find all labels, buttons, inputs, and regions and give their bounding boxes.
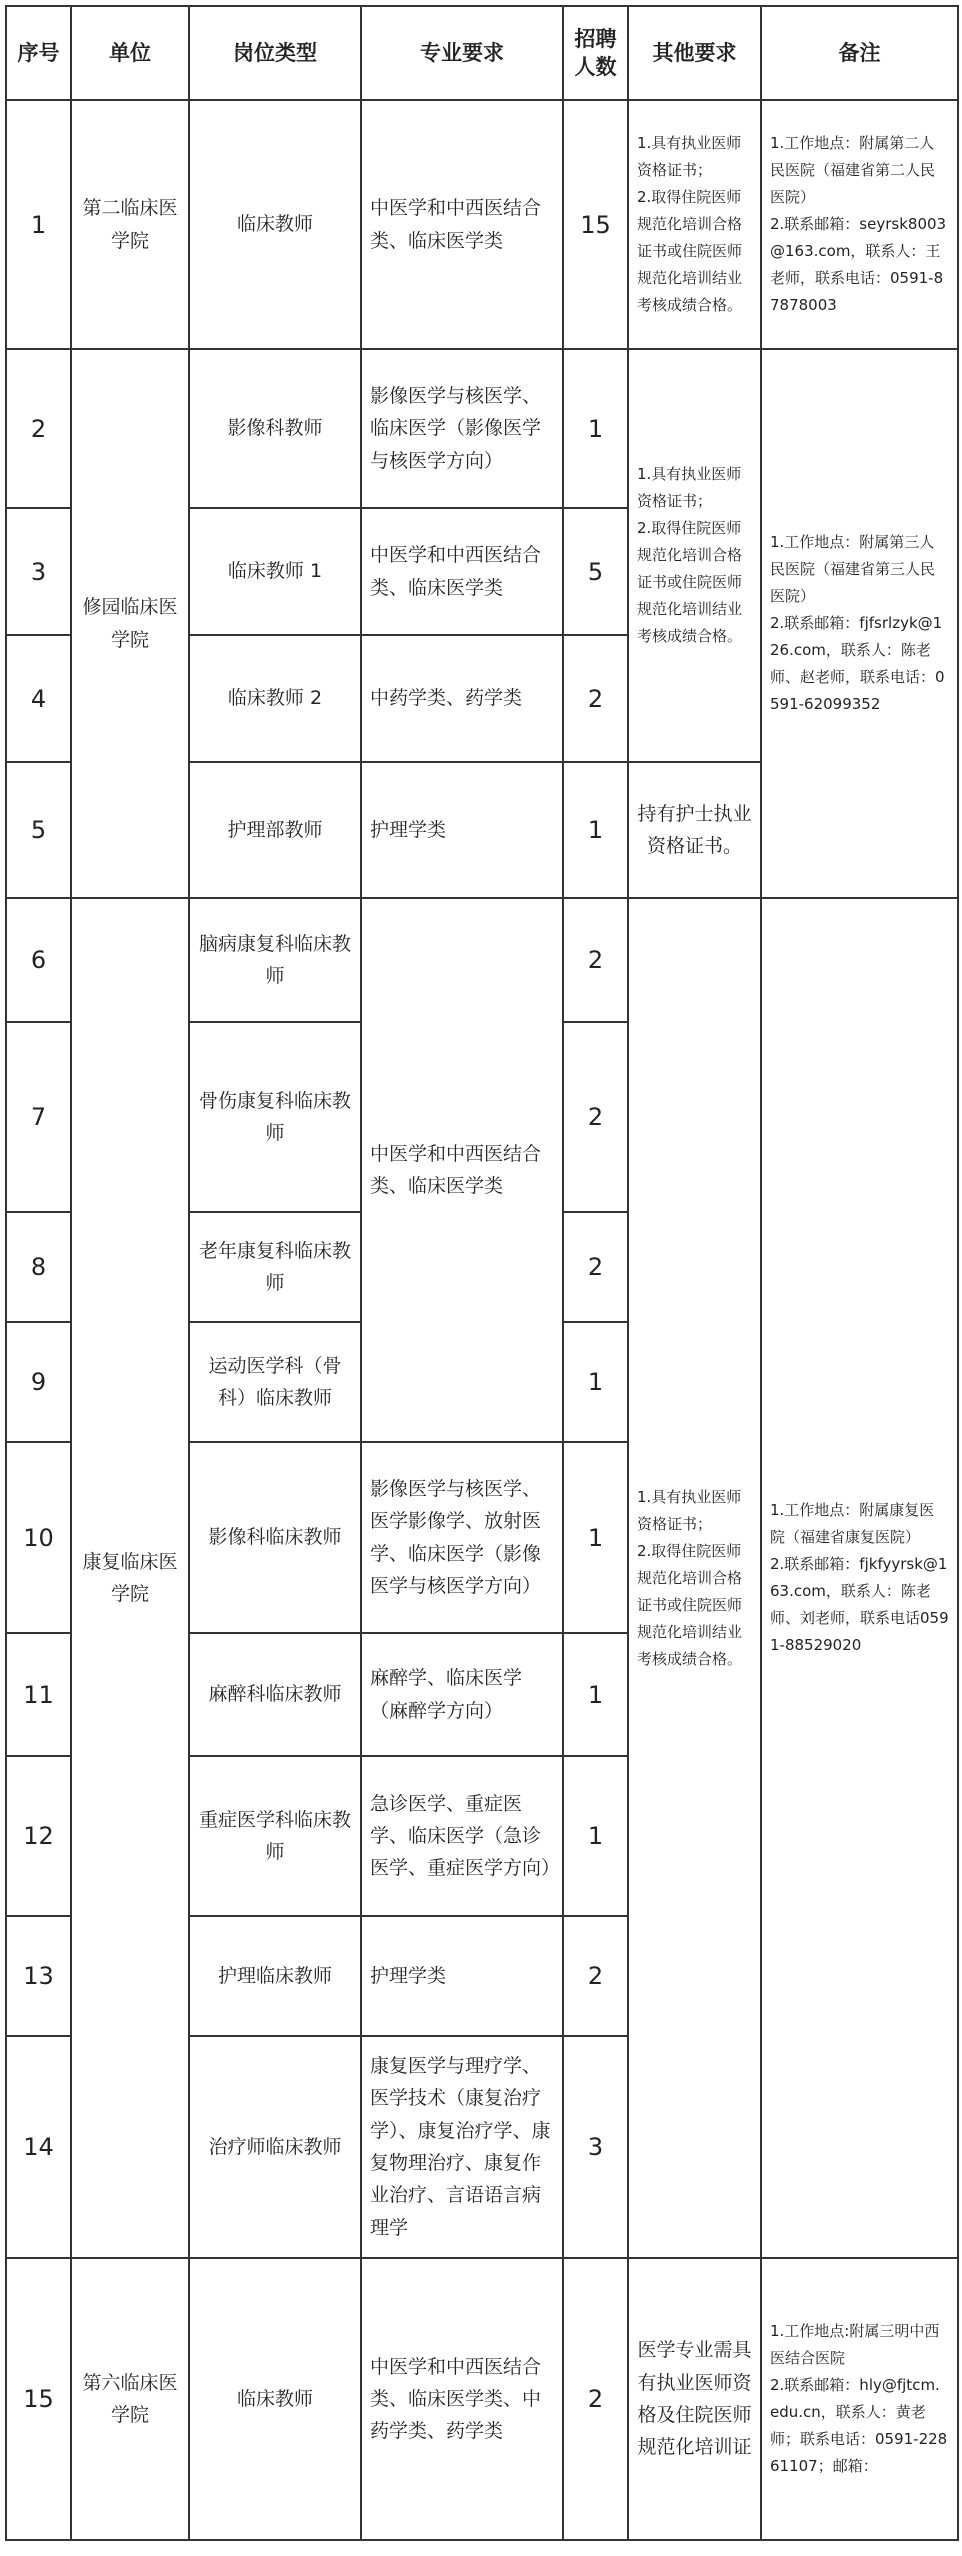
major-cell: 护理学类 xyxy=(361,1916,563,2036)
post-type-cell: 老年康复科临床教师 xyxy=(189,1212,361,1322)
row-no: 6 xyxy=(6,898,71,1022)
other-requirements-cell xyxy=(628,898,761,2258)
major-cell: 影像医学与核医学、医学影像学、放射医学、临床医学（影像医学与核医学方向） xyxy=(361,1442,563,1633)
major-cell: 护理学类 xyxy=(361,762,563,898)
row-no: 2 xyxy=(6,349,71,508)
headcount-cell: 2 xyxy=(563,1022,628,1212)
major-cell: 中医学和中西医结合类、临床医学类 xyxy=(361,508,563,635)
headcount-cell: 1 xyxy=(563,349,628,508)
row-no: 9 xyxy=(6,1322,71,1442)
headcount-cell: 2 xyxy=(563,2258,628,2540)
note-cell xyxy=(761,898,958,2258)
unit-cell: 修园临床医学院 xyxy=(71,349,189,898)
recruitment-table xyxy=(5,5,959,2541)
table-row xyxy=(6,100,958,349)
unit-cell: 第六临床医学院 xyxy=(71,2258,189,2540)
post-type-cell: 影像科教师 xyxy=(189,349,361,508)
note-text: 1.工作地点：附属康复医院（福建省康复医院） 2.联系邮箱：fjkfyyrsk@163.com，联系人：陈老师、刘老师，联系电话0591-88529020 xyxy=(770,1501,949,1654)
other-requirements-cell: 持有护士执业资格证书。 xyxy=(628,762,761,898)
other-requirements-text: 1.具有执业医师资格证书； 2.取得住院医师规范化培训合格证书或住院医师规范化培训结业考核成绩合格。 xyxy=(637,134,743,314)
row-no: 13 xyxy=(6,1916,71,2036)
note-text: 1.工作地点:附属三明中西医结合医院 2.联系邮箱：hly@fjtcm.edu.cn，联系人：黄老师；联系电话：0591-22861107；邮箱： xyxy=(770,2322,948,2475)
post-type-cell: 治疗师临床教师 xyxy=(189,2036,361,2258)
note-cell xyxy=(761,2258,958,2540)
major-cell: 急诊医学、重症医学、临床医学（急诊医学、重症医学方向） xyxy=(361,1756,563,1916)
major-cell: 影像医学与核医学、临床医学（影像医学与核医学方向） xyxy=(361,349,563,508)
row-no: 15 xyxy=(6,2258,71,2540)
note-cell xyxy=(761,349,958,898)
major-cell: 中医学和中西医结合类、临床医学类、中药学类、药学类 xyxy=(361,2258,563,2540)
note-text: 1.工作地点：附属第三人民医院（福建省第三人民医院） 2.联系邮箱：fjfsrlzyk@126.com，联系人：陈老师、赵老师，联系电话：0591-62099352 xyxy=(770,533,945,713)
table-row xyxy=(6,349,958,508)
headcount-cell: 3 xyxy=(563,2036,628,2258)
row-no: 3 xyxy=(6,508,71,635)
major-cell: 麻醉学、临床医学（麻醉学方向） xyxy=(361,1633,563,1756)
headcount-cell: 1 xyxy=(563,1633,628,1756)
row-no: 12 xyxy=(6,1756,71,1916)
post-type-cell: 护理部教师 xyxy=(189,762,361,898)
major-cell: 中医学和中西医结合类、临床医学类 xyxy=(361,898,563,1442)
row-no: 10 xyxy=(6,1442,71,1633)
other-requirements-text: 1.具有执业医师资格证书； 2.取得住院医师规范化培训合格证书或住院医师规范化培训结业考核成绩合格。 xyxy=(637,465,743,645)
headcount-cell: 1 xyxy=(563,762,628,898)
unit-cell: 第二临床医学院 xyxy=(71,100,189,349)
row-no: 14 xyxy=(6,2036,71,2258)
headcount-cell: 5 xyxy=(563,508,628,635)
header-note: 备注 xyxy=(761,6,958,100)
headcount-cell: 2 xyxy=(563,898,628,1022)
major-cell: 康复医学与理疗学、医学技术（康复治疗学）、康复治疗学、康复物理治疗、康复作业治疗、言语语言病理学 xyxy=(361,2036,563,2258)
other-requirements-text: 1.具有执业医师资格证书； 2.取得住院医师规范化培训合格证书或住院医师规范化培训结业考核成绩合格。 xyxy=(637,1487,743,1668)
post-type-cell: 脑病康复科临床教师 xyxy=(189,898,361,1022)
header-other: 其他要求 xyxy=(628,6,761,100)
headcount-cell: 15 xyxy=(563,100,628,349)
post-type-cell: 影像科临床教师 xyxy=(189,1442,361,1633)
headcount-cell: 2 xyxy=(563,1212,628,1322)
table-body xyxy=(6,100,958,2540)
headcount-cell: 1 xyxy=(563,1322,628,1442)
major-cell: 中药学类、药学类 xyxy=(361,635,563,762)
post-type-cell: 临床教师 xyxy=(189,2258,361,2540)
note-text: 1.工作地点：附属第二人民医院（福建省第二人民医院） 2.联系邮箱：seyrsk8003@163.com，联系人：王老师，联系电话：0591-87878003 xyxy=(770,134,947,314)
row-no: 5 xyxy=(6,762,71,898)
table-header xyxy=(6,6,958,100)
header-major: 专业要求 xyxy=(361,6,563,100)
table-row xyxy=(6,2258,958,2540)
post-type-cell: 重症医学科临床教师 xyxy=(189,1756,361,1916)
note-cell xyxy=(761,100,958,349)
header-num: 招聘人数 xyxy=(563,6,628,100)
header-unit: 单位 xyxy=(71,6,189,100)
major-cell: 中医学和中西医结合类、临床医学类 xyxy=(361,100,563,349)
row-no: 11 xyxy=(6,1633,71,1756)
table-row xyxy=(6,898,958,1022)
row-no: 8 xyxy=(6,1212,71,1322)
post-type-cell: 护理临床教师 xyxy=(189,1916,361,2036)
post-type-cell: 临床教师 1 xyxy=(189,508,361,635)
other-requirements-cell xyxy=(628,349,761,762)
post-type-cell: 临床教师 xyxy=(189,100,361,349)
headcount-cell: 1 xyxy=(563,1756,628,1916)
post-type-cell: 骨伤康复科临床教师 xyxy=(189,1022,361,1212)
headcount-cell: 1 xyxy=(563,1442,628,1633)
headcount-cell: 2 xyxy=(563,635,628,762)
post-type-cell: 运动医学科（骨科）临床教师 xyxy=(189,1322,361,1442)
row-no: 4 xyxy=(6,635,71,762)
unit-cell: 康复临床医学院 xyxy=(71,898,189,2258)
header-type: 岗位类型 xyxy=(189,6,361,100)
header-no: 序号 xyxy=(6,6,71,100)
other-requirements-cell xyxy=(628,100,761,349)
other-requirements-cell: 医学专业需具有执业医师资格及住院医师规范化培训证 xyxy=(628,2258,761,2540)
row-no: 7 xyxy=(6,1022,71,1212)
row-no: 1 xyxy=(6,100,71,349)
post-type-cell: 麻醉科临床教师 xyxy=(189,1633,361,1756)
headcount-cell: 2 xyxy=(563,1916,628,2036)
post-type-cell: 临床教师 2 xyxy=(189,635,361,762)
